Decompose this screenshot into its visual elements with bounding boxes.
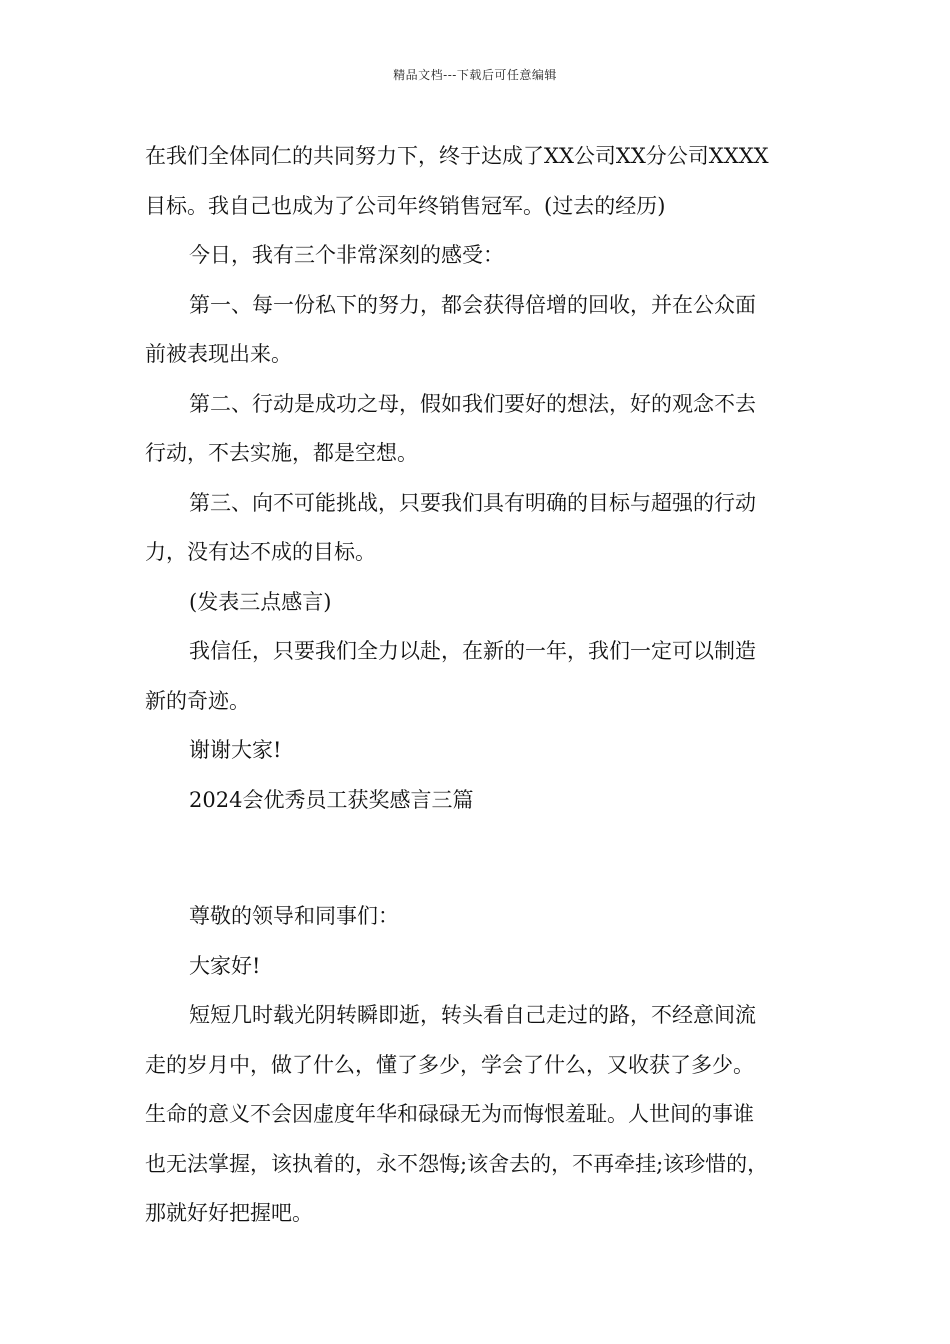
paragraph-line: 也无法掌握，该执着的，永不怨悔;该舍去的，不再牵挂;该珍惜的， xyxy=(145,1151,769,1176)
paragraph-line: 我信任，只要我们全力以赴，在新的一年，我们一定可以制造 xyxy=(189,639,756,663)
paragraph-line: 前被表现出来。 xyxy=(145,342,292,366)
paragraph-line: 力，没有达不成的目标。 xyxy=(145,540,376,564)
paragraph-line: 今日，我有三个非常深刻的感受： xyxy=(189,243,504,267)
paragraph-line: 短短几时载光阴转瞬即逝，转头看自己走过的路，不经意间流 xyxy=(189,1003,756,1027)
blank-spacer xyxy=(145,825,825,892)
document-body xyxy=(145,132,825,1239)
paragraph-line: 那就好好把握吧。 xyxy=(145,1201,313,1225)
paragraph-line: 第一、每一份私下的努力，都会获得倍增的回收，并在公众面 xyxy=(189,292,756,317)
paragraph-line: 走的岁月中，做了什么，懂了多少，学会了什么，又收获了多少。 xyxy=(145,1052,754,1077)
paragraph-line: 第三、向不可能挑战，只要我们具有明确的目标与超强的行动 xyxy=(189,490,756,515)
paragraph-line: 新的奇迹。 xyxy=(145,688,250,713)
section-title: 2024会优秀员工获奖感言三篇 xyxy=(189,787,474,812)
greeting: 大家好! xyxy=(189,953,261,978)
page-header: 精品文档---下载后可任意编辑 xyxy=(393,68,557,82)
paragraph-line: 第二、行动是成功之母，假如我们要好的想法，好的观念不去 xyxy=(189,391,756,416)
paragraph-line: 谢谢大家! xyxy=(189,738,282,762)
salutation: 尊敬的领导和同事们： xyxy=(189,904,399,928)
paragraph-line: 目标。我自己也成为了公司年终销售冠军。(过去的经历) xyxy=(145,193,666,218)
paragraph-line: 行动，不去实施，都是空想。 xyxy=(145,441,418,465)
paragraph-line: 在我们全体同仁的共同努力下，终于达成了XX公司XX分公司XXXX xyxy=(145,144,769,168)
paragraph-line: (发表三点感言) xyxy=(189,589,332,614)
paragraph-line: 生命的意义不会因虚度年华和碌碌无为而悔恨羞耻。人世间的事谁 xyxy=(145,1102,754,1126)
